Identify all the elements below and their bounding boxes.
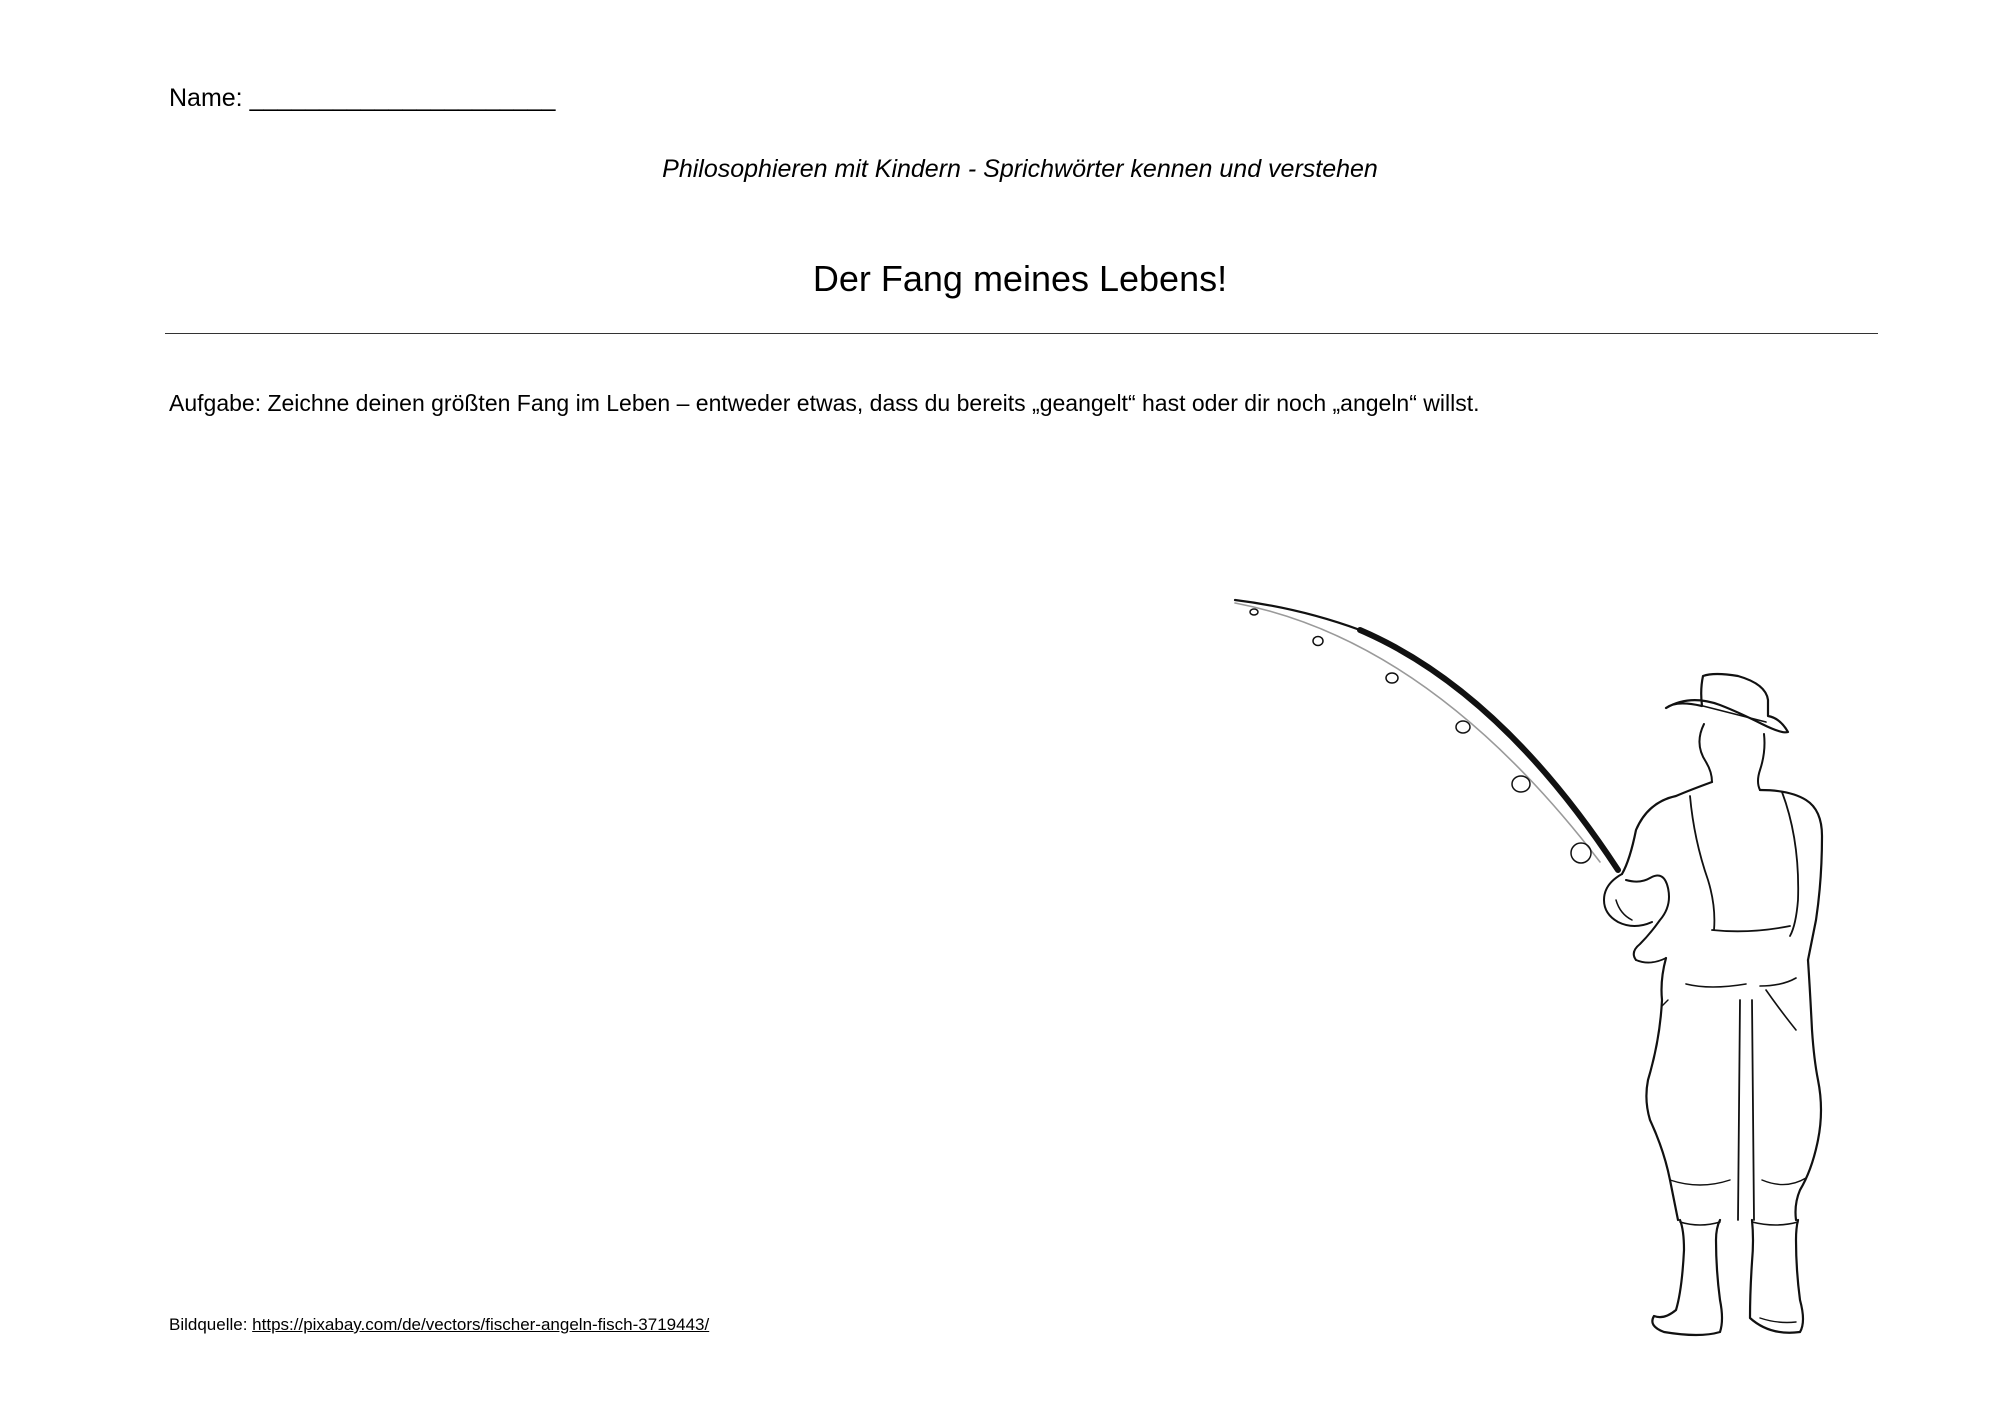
title-divider bbox=[165, 333, 1878, 334]
source-link[interactable]: https://pixabay.com/de/vectors/fischer-angeln-fisch-3719443/ bbox=[252, 1315, 710, 1334]
fisherman-icon bbox=[1220, 590, 1840, 1350]
name-field[interactable]: Name: ______________________ bbox=[169, 84, 556, 112]
source-label: Bildquelle: bbox=[169, 1315, 253, 1334]
worksheet-title: Der Fang meines Lebens! bbox=[812, 258, 1228, 299]
worksheet-subtitle: Philosophieren mit Kindern - Sprichwörter kennen und verstehen bbox=[662, 155, 1378, 183]
task-instruction: Aufgabe: Zeichne deinen größten Fang im Leben – entweder etwas, dass du bereits „geangelt“ hast oder dir noch „angeln“ willst. bbox=[169, 390, 1480, 416]
image-source bbox=[169, 1315, 709, 1335]
